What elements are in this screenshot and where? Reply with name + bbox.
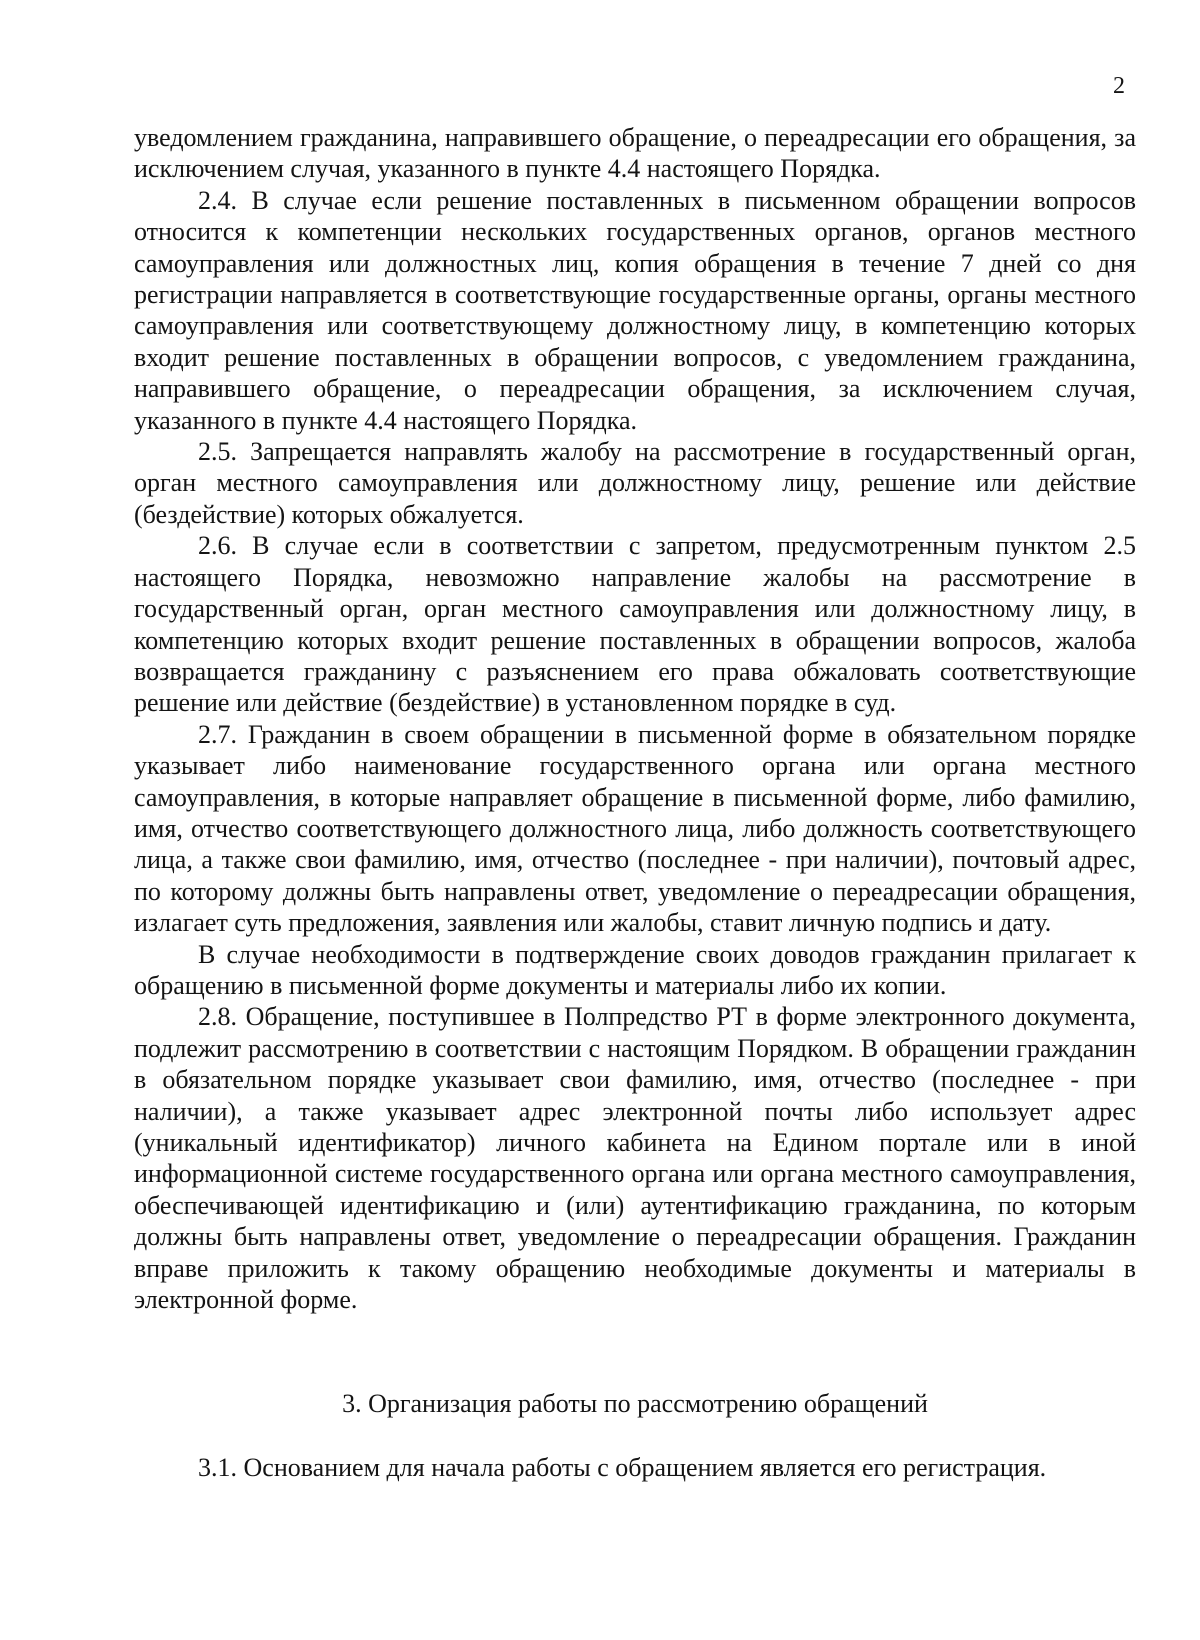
section-heading: 3. Организация работы по рассмотрению обращений xyxy=(342,1389,928,1418)
paragraph-2-7-supplement: В случае необходимости в подтверждение своих доводов гражданин прилагает к обращению в письменной форме документы и материалы либо их копии. xyxy=(134,939,1136,1000)
document-body xyxy=(134,122,1136,1315)
paragraph-2-5: 2.5. Запрещается направлять жалобу на рассмотрение в государственный орган, орган местного самоуправления или должностному лицу, решение или действие (бездействие) которых обжалуется. xyxy=(134,437,1136,529)
page-number: 2 xyxy=(1113,73,1125,99)
paragraph-2-8: 2.8. Обращение, поступившее в Полпредство РТ в форме электронного документа, подлежит рассмотрению в соответствии с настоящим Порядком. В обращении гражданин в обязательном порядке указывает свои фамилию, имя, отчество (последнее - при наличии), а также указывает адрес электронной почты либо использует адрес (уникальный идентификатор) личного кабинета на Едином портале или в иной информационной системе государственного органа или органа местного самоуправления, обеспечивающей идентификацию и (или) аутентификацию гражданина, по которым должны быть направлены ответ, уведомление о переадресации обращения. Гражданин вправе приложить к такому обращению необходимые документы и материалы в электронной форме. xyxy=(134,1002,1136,1315)
paragraph-continuation: уведомлением гражданина, направившего обращение, о переадресации его обращения, за исключением случая, указанного в пункте 4.4 настоящего Порядка. xyxy=(134,123,1136,184)
paragraph-2-6: 2.6. В случае если в соответствии с запретом, предусмотренным пунктом 2.5 настоящего Порядка, невозможно направление жалобы на рассмотрение в государственный орган, орган местного самоуправления или должностному лицу, в компетенцию которых входит решение поставленных в обращении вопросов, жалоба возвращается гражданину с разъяснением его права обжаловать соответствующие решение или действие (бездействие) в установленном порядке в суд. xyxy=(134,531,1136,718)
paragraph-2-4: 2.4. В случае если решение поставленных в письменном обращении вопросов относится к компетенции нескольких государственных органов, органов местного самоуправления или должностных лиц, копия обращения в течение 7 дней со дня регистрации направляется в соответствующие государственные органы, органы местного самоуправления или соответствующему должностному лицу, в компетенцию которых входит решение поставленных в обращении вопросов, с уведомлением гражданина, направившего обращение, о переадресации обращения, за исключением случая, указанного в пункте 4.4 настоящего Порядка. xyxy=(134,185,1136,435)
paragraph-2-7: 2.7. Гражданин в своем обращении в письменной форме в обязательном порядке указывает либо наименование государственного органа или органа местного самоуправления, в которые направляет обращение в письменной форме, либо фамилию, имя, отчество соответствующего должностного лица, либо должность соответствующего лица, а также свои фамилию, имя, отчество (последнее - при наличии), почтовый адрес, по которому должны быть направлены ответ, уведомление о переадресации обращения, излагает суть предложения, заявления или жалобы, ставит личную подпись и дату. xyxy=(134,719,1136,938)
paragraph-3-1: 3.1. Основанием для начала работы с обращением является его регистрация. xyxy=(198,1453,1047,1482)
